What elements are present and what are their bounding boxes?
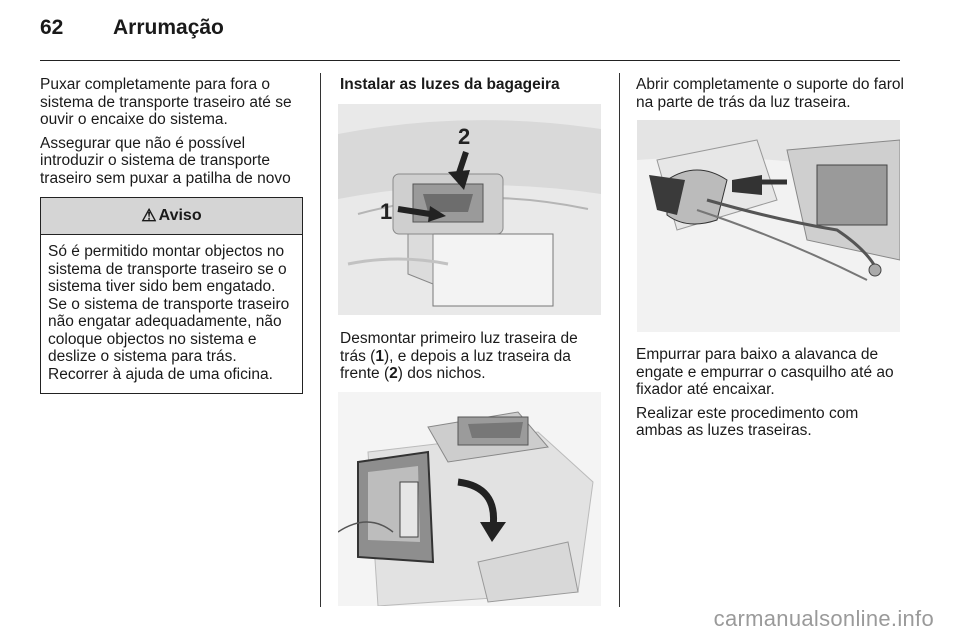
paragraph: Assegurar que não é possível introduzir o sistema de transporte traseiro sem puxar a patilha de novo	[40, 134, 291, 187]
figure-callout: 1	[380, 199, 393, 224]
warning-box	[40, 197, 303, 394]
figure-remove-lights-drawing	[338, 104, 601, 315]
paragraph: Puxar completamente para fora o sistema de transporte traseiro até se ouvir o encaixe do sistema.	[40, 76, 292, 128]
page-header	[40, 16, 900, 46]
column-2	[340, 76, 602, 100]
warning-triangle-icon: ⚠	[141, 206, 157, 225]
caption-part: Desmontar primeiro luz traseira de trás (	[340, 330, 578, 365]
figure-remove-lights	[338, 104, 601, 315]
figure-lamp-holder-drawing	[637, 120, 900, 332]
warning-title-bar	[41, 198, 302, 235]
paragraph: Realizar este procedimento com ambas as luzes traseiras.	[636, 404, 859, 439]
caption-part: ), e depois a luz traseira da frente (	[340, 347, 571, 382]
watermark: carmanualsonline.info	[713, 606, 934, 631]
header-rule	[40, 60, 900, 61]
caption-ref-1: 1	[375, 347, 384, 365]
caption-ref-2: 2	[389, 365, 398, 382]
column-divider-2	[619, 73, 620, 607]
figure-open-holder-drawing	[338, 392, 601, 606]
warning-title: Aviso	[158, 207, 202, 224]
warning-text: Só é permitido montar objectos no sistema de transporte traseiro se o sistema tiver sido bem engatado. Se o sistema de transporte traseiro não engatar adequadamente, não coloque objectos no sistema e deslize o sistema para trás. Recorrer à ajuda de uma oficina.	[48, 243, 290, 383]
figure-open-holder	[338, 392, 601, 606]
column-3-lower	[636, 346, 906, 446]
page-number: 62	[40, 16, 64, 39]
caption-part: ) dos nichos.	[397, 365, 486, 382]
column-1	[40, 76, 308, 193]
figure-lamp-holder	[637, 120, 900, 332]
paragraph: Abrir completamente o suporte do farol na parte de trás da luz traseira.	[636, 76, 904, 111]
section-title: Arrumação	[113, 16, 224, 39]
subheading: Instalar as luzes da bagageira	[340, 76, 560, 93]
column-divider-1	[320, 73, 321, 607]
figure-callout: 2	[458, 124, 471, 149]
column-3	[636, 76, 904, 117]
figure-caption	[340, 330, 602, 389]
paragraph: Empurrar para baixo a alavanca de engate e empurrar o casquilho até ao fixador até encaixar.	[636, 346, 894, 398]
caption-text	[340, 330, 602, 383]
